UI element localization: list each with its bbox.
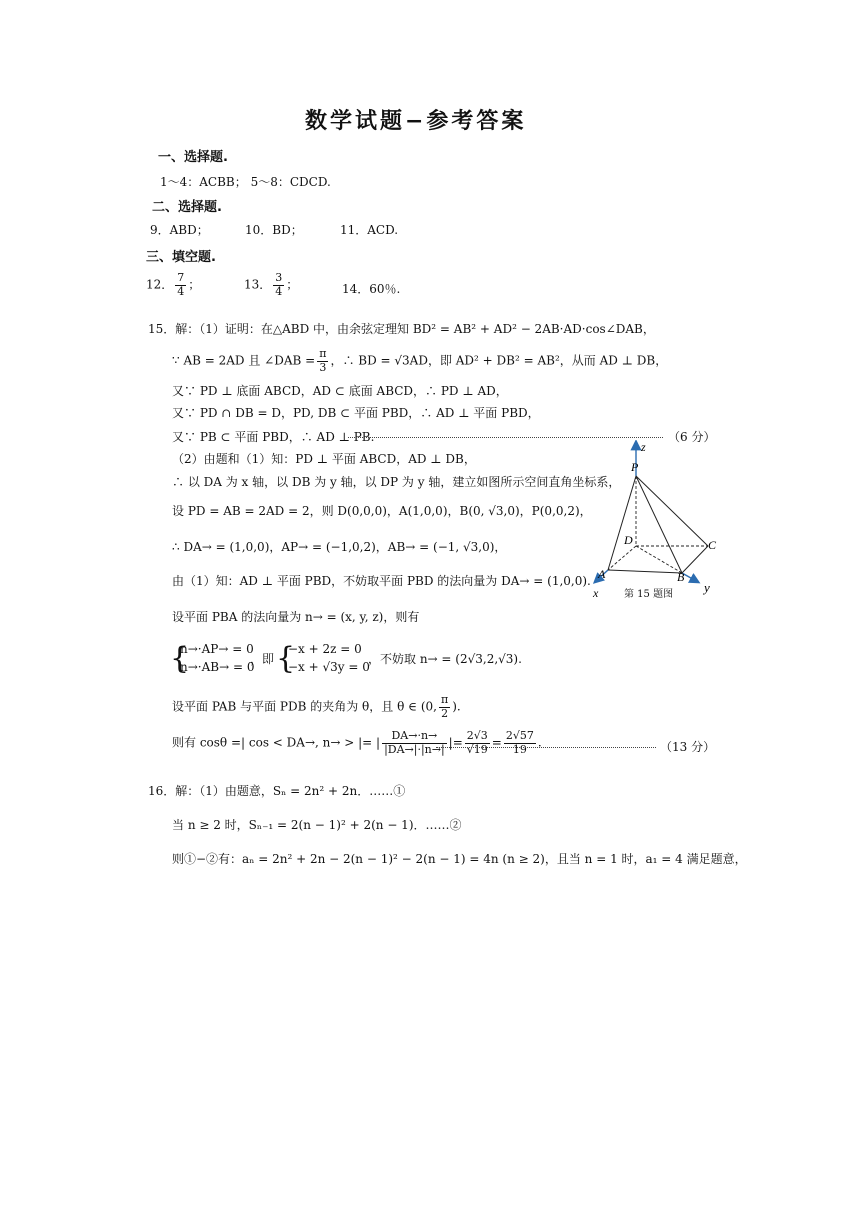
q16-line-2: 当 n ≥ 2 时，Sₙ₋₁ = 2(n − 1)² + 2(n − 1)．……②	[172, 818, 462, 832]
q15-line-1: 15．解：（1）证明：在△ABD 中，由余弦定理知 BD² = AB² + AD² − 2AB·AD·cos∠DAB，	[148, 322, 655, 336]
q15-line-4: 又∵ PD ∩ DB = D，PD, DB ⊂ 平面 PBD，∴ AD ⊥ 平面 PBD，	[172, 406, 540, 420]
q15-line-13: 设平面 PAB 与平面 PDB 的夹角为 θ，且 θ ∈ (0, $\frac{\pi}{2}$ ).	[172, 693, 461, 720]
label-P: P	[631, 460, 639, 474]
pyramid-diagram	[588, 440, 728, 605]
left-brace-2: {	[276, 641, 296, 676]
q15-score-13: （13 分）	[660, 740, 716, 754]
figure-caption: 第 15 题图	[624, 589, 674, 600]
q15-line-8: 设 PD = AB = 2AD = 2，则 D(0,0,0)，A(1,0,0)，B(0, √3,0)，P(0,0,2)，	[172, 504, 592, 518]
q15-line-6: （2）由题和（1）知：PD ⊥ 平面 ABCD，AD ⊥ DB，	[172, 452, 476, 466]
q15-dotted-leader-1	[348, 437, 663, 438]
fraction-2sqrt3-sqrt19: $\frac{2√3}{√19}$	[466, 729, 488, 756]
q15-dotted-leader-2	[436, 747, 656, 748]
q15-line-5: 又∵ PB ⊂ 平面 PBD，∴ AD ⊥ PB.	[172, 430, 375, 444]
q15-score-6: （6 分）	[668, 430, 716, 444]
label-A: A	[598, 567, 606, 581]
fraction-cos-formula: $\frac{DA\to\cdot n\to}{|DA\to|\cdot|n\to|}$	[384, 729, 445, 756]
label-y: y	[704, 580, 710, 595]
fraction-pi-2: $\frac{\pi}{2}$	[440, 693, 449, 720]
answers-1-8: 1～4：ACBB； 5～8：CDCD.	[160, 175, 331, 189]
hidden-edges	[608, 476, 708, 573]
q16-line-3: 则①−②有：aₙ = 2n² + 2n − 2(n − 1)² − 2(n − 1) = 4n (n ≥ 2)，且当 n = 1 时，a₁ = 4 满足题意，	[172, 852, 747, 866]
left-brace-1: {	[170, 641, 190, 676]
fraction-pi-3: $\frac{\pi}{3}$	[319, 347, 327, 374]
label-x: x	[593, 586, 599, 600]
answer-11: 11．ACD.	[340, 223, 399, 237]
fraction-3-4: $\frac{3}{4}$	[275, 271, 283, 298]
label-C: C	[708, 538, 717, 552]
system1-row1: n→·AP→ = 0	[180, 642, 254, 656]
answer-12: 12． $\frac{7}{4}$ ；	[146, 271, 201, 298]
y-axis	[682, 573, 698, 582]
q15-line-11: 设平面 PBA 的法向量为 n→ = (x, y, z)，则有	[172, 610, 420, 624]
answer-10: 10．BD；	[245, 223, 303, 237]
q15-line-14: 则有 cosθ =| cos < DA→, n→ > |= | $\frac{DA\to\cdot n\to}{|DA\to|\cdot|n\to|}$ |= $\frac{2√3}{√19}$ = $\frac{2√57}{19}$ .	[172, 729, 542, 756]
q16-line-1: 16．解：（1）由题意，Sₙ = 2n² + 2n．……①	[148, 784, 406, 798]
section-heading-multi: 二、选择题.	[152, 200, 222, 215]
q15-line-3: 又∵ PD ⊥ 底面 ABCD，AD ⊂ 底面 ABCD，∴ PD ⊥ AD，	[172, 384, 508, 398]
system-connector: ，即	[250, 652, 275, 666]
q15-line-10: 由（1）知：AD ⊥ 平面 PBD，不妨取平面 PBD 的法向量为 DA→ = (1,0,0).	[172, 574, 591, 588]
q15-line-2: ∵ AB = 2AD 且 ∠DAB = $\frac{\pi}{3}$ ，∴ BD = √3AD，即 AD² + DB² = AB²，从而 AD ⊥ DB，	[172, 347, 668, 374]
answer-13: 13． $\frac{3}{4}$ ；	[244, 271, 299, 298]
q15-line-7: ∴ 以 DA 为 x 轴，以 DB 为 y 轴，以 DP 为 y 轴，建立如图所示空间直角坐标系，	[172, 475, 621, 489]
fraction-2sqrt57-19: $\frac{2√57}{19}$	[505, 729, 534, 756]
section-heading-fill: 三、填空题.	[146, 250, 216, 265]
q15-line-9: ∴ DA→ = (1,0,0)，AP→ = (−1,0,2)，AB→ = (−1, √3,0)，	[172, 540, 507, 554]
fraction-7-4: $\frac{7}{4}$	[177, 271, 185, 298]
page-title: 数学试题−参考答案	[305, 108, 527, 134]
label-B: B	[677, 570, 685, 584]
system2-row1: −x + 2z = 0	[288, 642, 362, 656]
label-z: z	[641, 440, 646, 454]
system-tail: ，不妨取 n→ = (2√3,2,√3).	[368, 652, 522, 666]
system1-row2: n→·AB→ = 0	[180, 660, 255, 674]
system2-row2: −x + √3y = 0	[288, 660, 370, 674]
answer-14: 14．60％.	[342, 282, 401, 296]
label-D: D	[624, 533, 633, 547]
figure-15-pyramid	[588, 440, 728, 605]
section-heading-choice: 一、选择题.	[158, 150, 228, 165]
answer-9: 9．ABD；	[150, 223, 209, 237]
